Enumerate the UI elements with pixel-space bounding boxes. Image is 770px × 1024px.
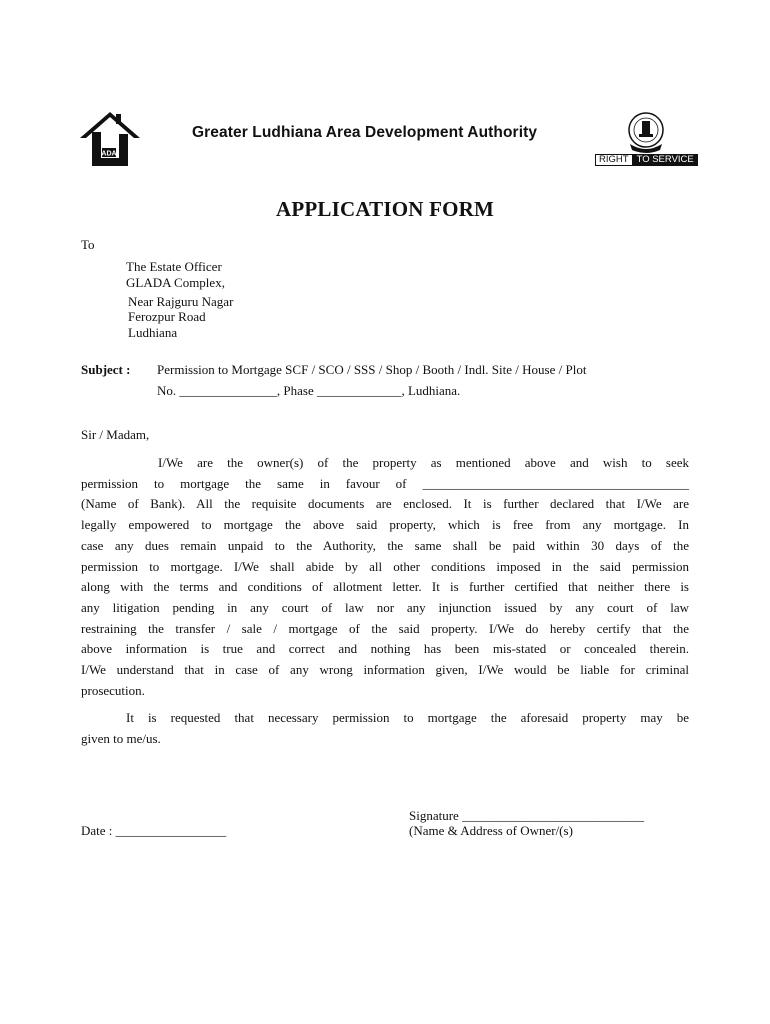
paragraph-line: above information is true and correct and nothing has been mis-stated or concealed therein. [81,641,689,657]
form-title: APPLICATION FORM [275,197,495,221]
paragraph-line: permission to mortgage. I/We shall abide by all other conditions imposed in the said permission [81,558,689,574]
address-line: Ludhiana [128,325,178,340]
paragraph-line: I/We understand that in case of any wrong information given, I/We would be liable for criminal [81,662,689,678]
address-line: Near Rajguru Nagar [128,294,234,309]
declaration-paragraph [81,453,689,701]
address-line: GLADA Complex, [126,275,225,290]
state-emblem-icon [622,110,670,154]
paragraph-line: It is requested that necessary permission to mortgage the aforesaid property may be [126,710,689,725]
salutation: Sir / Madam, [81,427,150,442]
to-label: To [81,237,95,252]
logo-text: ADA [101,150,117,158]
authority-name: Greater Ludhiana Area Development Authority [192,124,538,141]
address-line: The Estate Officer [126,259,222,274]
date-field[interactable]: Date : _________________ [81,823,227,838]
paragraph-line: along with the terms and conditions of allotment letter. It is further certified that neither there is [81,579,689,595]
subject-plot-line: No. _______________, Phase _____________, Ludhiana. [157,383,461,398]
signature-field[interactable]: Signature ____________________________ [409,808,645,823]
right-to-service-badge [595,154,698,166]
paragraph-line: any litigation pending in any court of law nor any injunction issued by any court of law [81,599,689,615]
paragraph-line: prosecution. [81,682,145,698]
glada-logo [78,108,142,168]
address-line: Ferozpur Road [128,309,206,324]
paragraph-line: (Name of Bank). All the requisite documents are enclosed. It is further declared that I/We are [81,496,689,512]
paragraph-line: case any dues remain unpaid to the Authority, the same shall be paid within 30 days of the [81,537,689,553]
paragraph-line: permission to mortgage the same in favour of _________________________________________ [81,475,689,491]
tagline-right: TO SERVICE [633,154,698,166]
subject-label: Subject : [81,362,131,377]
paragraph-line: legally empowered to mortgage the above said property, which is free from any mortgage. In [81,517,689,533]
paragraph-line: given to me/us. [81,730,161,746]
subject-text: Permission to Mortgage SCF / SCO / SSS / Shop / Booth / Indl. Site / House / Plot [157,362,587,377]
paragraph-line: restraining the transfer / sale / mortgage of the said property. I/We do hereby certify that the [81,620,689,636]
owner-name-address-label: (Name & Address of Owner/(s) [409,823,573,838]
tagline-left: RIGHT [595,154,633,166]
request-paragraph [81,708,689,749]
paragraph-line: I/We are the owner(s) of the property as mentioned above and wish to seek [158,455,689,470]
